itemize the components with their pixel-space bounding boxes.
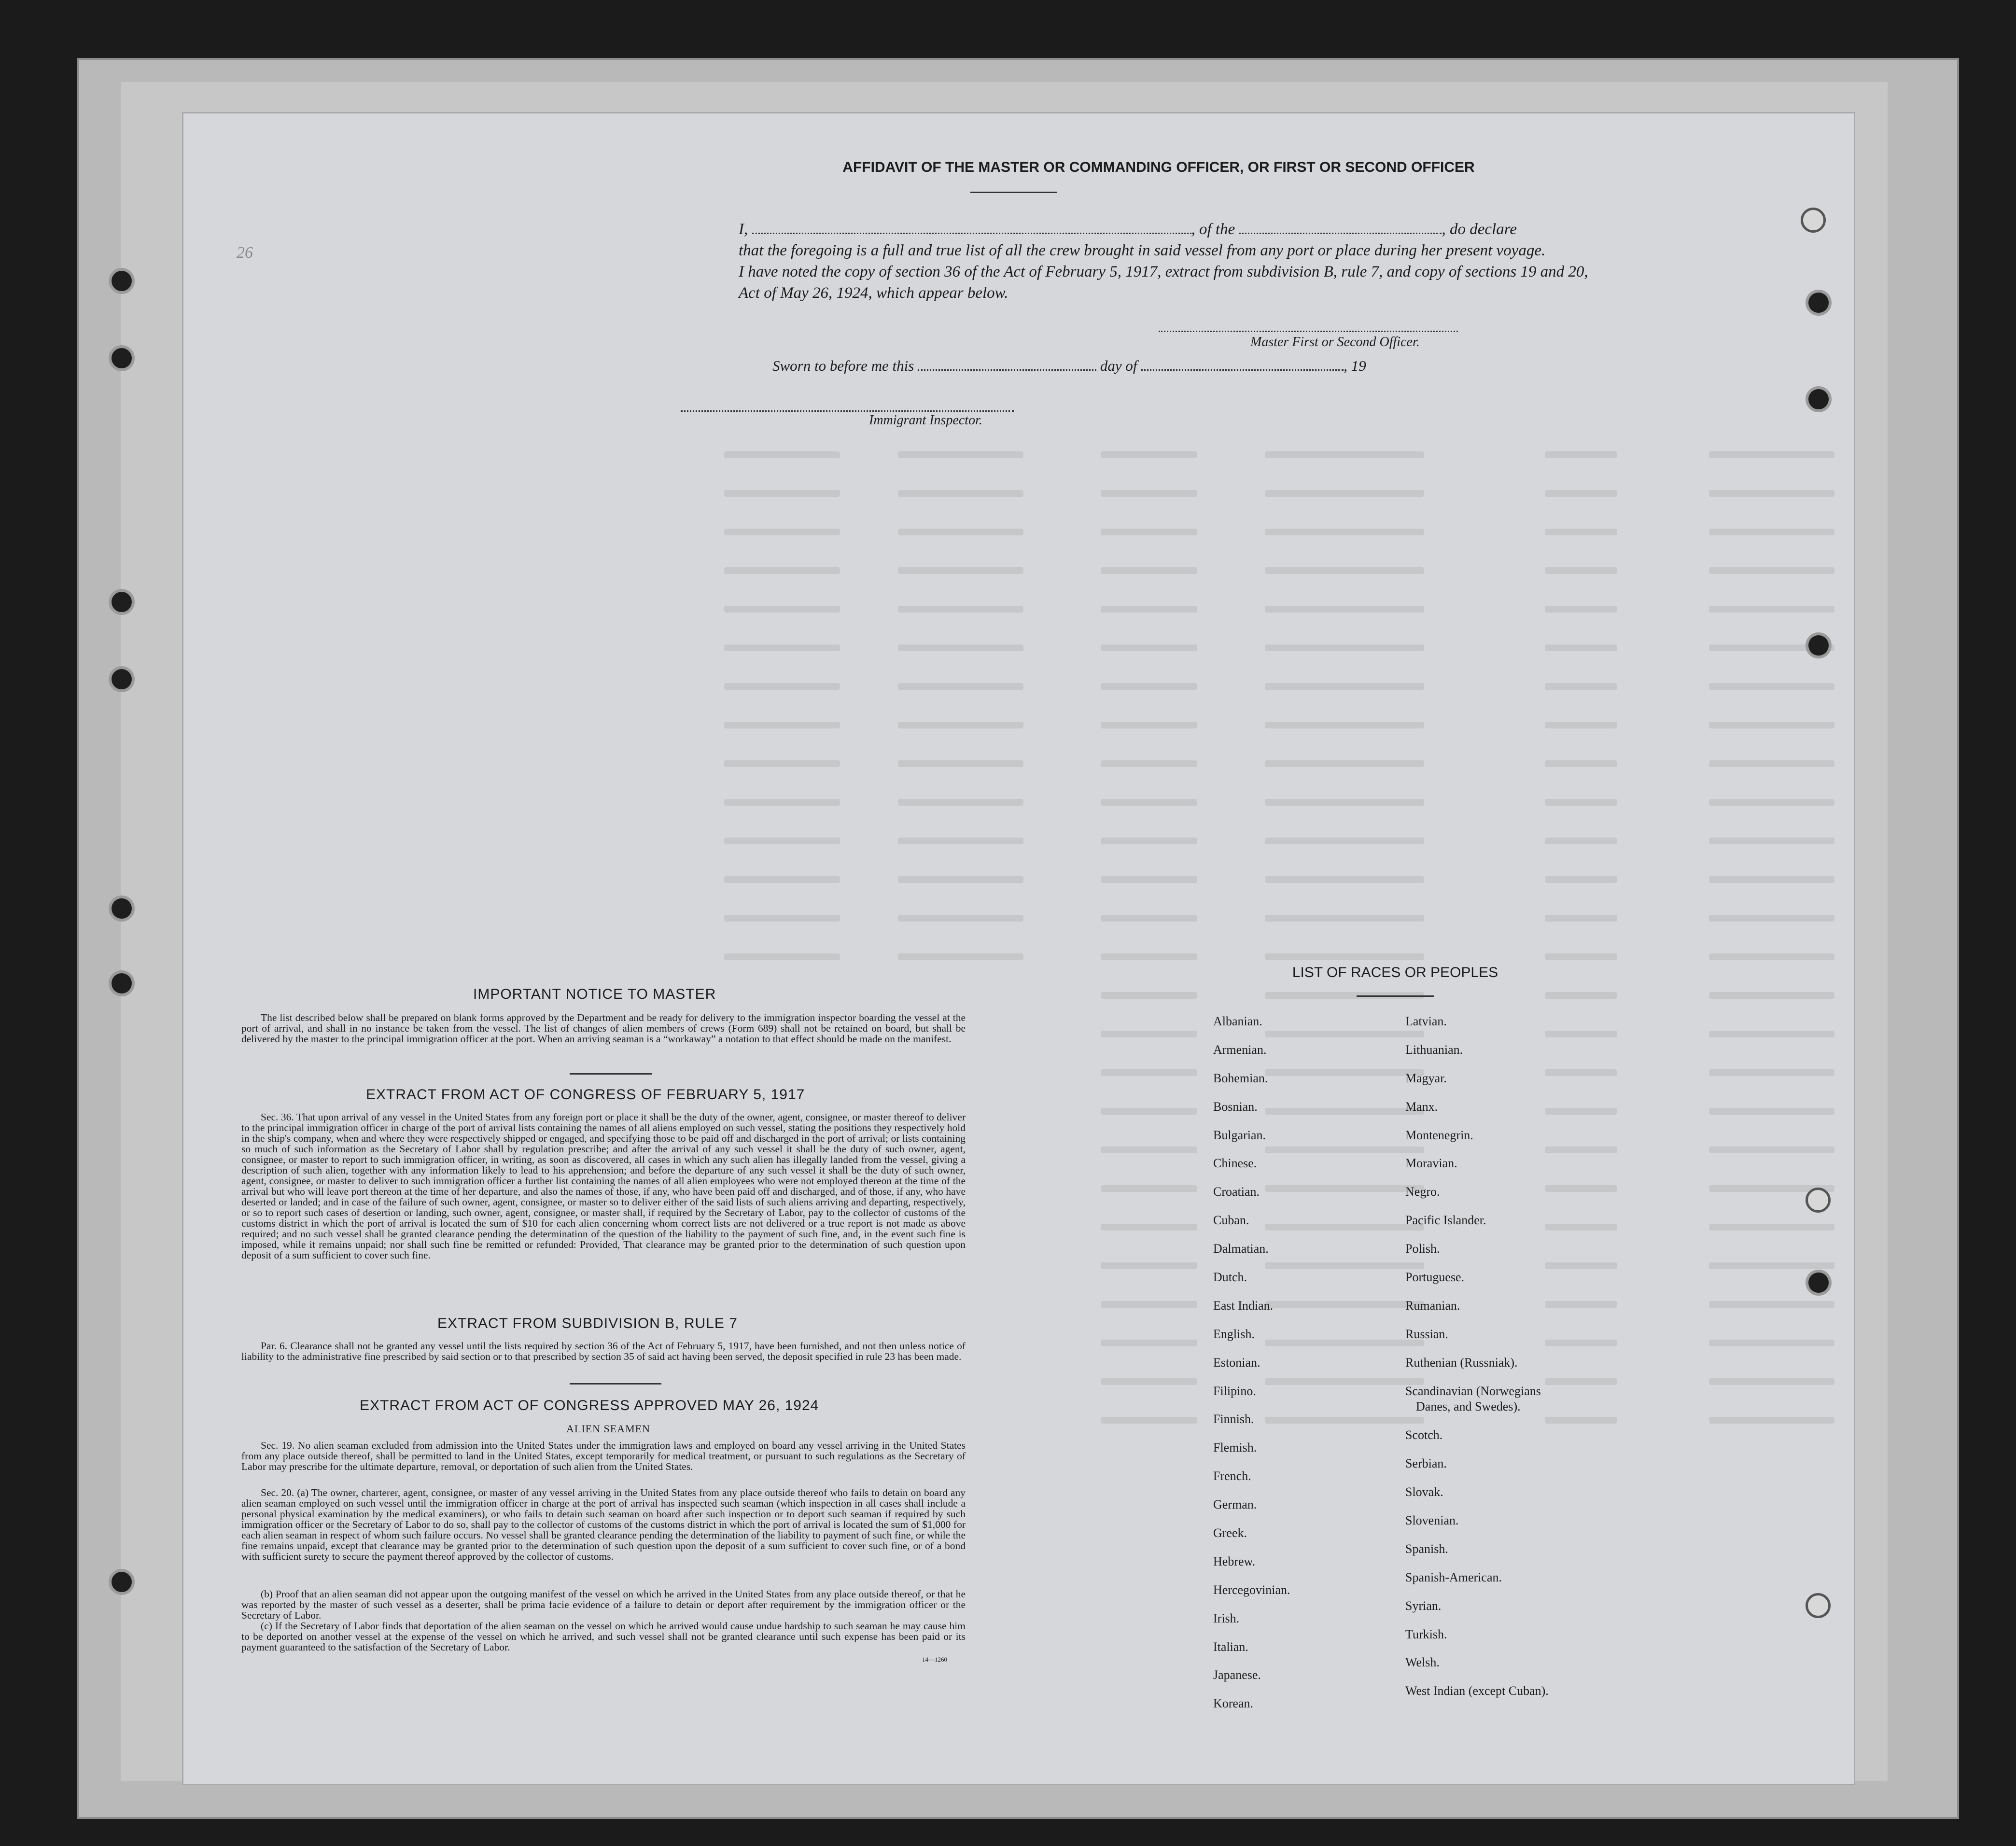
race-item: Bosnian.	[1213, 1099, 1258, 1114]
show-through-text	[1265, 490, 1424, 497]
form-number: 14—1260	[922, 1656, 947, 1663]
show-through-text	[1101, 1224, 1197, 1231]
race-item: Scotch.	[1405, 1428, 1443, 1442]
affidavit-line-3: I have noted the copy of section 36 of the Act of February 5, 1917, extract from subdivision B, rule 7, and copy of sections 19 and 20,	[739, 263, 1588, 280]
show-through-text	[1709, 1340, 1834, 1346]
binder-hole-left-7	[109, 1569, 135, 1595]
race-item: Chinese.	[1213, 1156, 1257, 1171]
race-item: Flemish.	[1213, 1440, 1257, 1455]
show-through-text	[1101, 1301, 1197, 1308]
show-through-text	[724, 451, 840, 458]
show-through-text	[1265, 838, 1424, 844]
show-through-text	[1545, 1340, 1617, 1346]
race-item: Japanese.	[1213, 1668, 1261, 1682]
race-item: Magyar.	[1405, 1071, 1447, 1085]
affidavit-line-1	[739, 221, 1517, 238]
affidavit-line-4: Act of May 26, 1924, which appear below.	[739, 284, 1008, 302]
show-through-text	[1265, 644, 1424, 651]
show-through-text	[1101, 644, 1197, 651]
binder-hole-left-2	[109, 345, 135, 371]
show-through-text	[1101, 915, 1197, 922]
show-through-text	[1265, 606, 1424, 613]
show-through-text	[724, 838, 840, 844]
show-through-text	[898, 490, 1023, 497]
show-through-text	[724, 490, 840, 497]
inspector-signature-line	[681, 410, 1014, 412]
show-through-text	[1709, 953, 1834, 960]
show-through-text	[1101, 760, 1197, 767]
affidavit-title: AFFIDAVIT OF THE MASTER OR COMMANDING OFFICER, OR FIRST OR SECOND OFFICER	[842, 159, 1475, 175]
race-item: Syrian.	[1405, 1598, 1442, 1613]
race-item: Slovak.	[1405, 1485, 1443, 1499]
show-through-text	[1709, 876, 1834, 883]
show-through-text	[724, 799, 840, 806]
notice-title: IMPORTANT NOTICE TO MASTER	[473, 986, 716, 1002]
show-through-text	[1709, 915, 1834, 922]
sworn-label: Sworn to before me this	[772, 357, 914, 374]
show-through-text	[1101, 799, 1197, 806]
show-through-text	[1101, 490, 1197, 497]
race-item: Latvian.	[1405, 1014, 1447, 1028]
show-through-text	[1265, 876, 1424, 883]
race-item: Welsh.	[1405, 1655, 1440, 1670]
affidavit-title-rule	[970, 192, 1057, 193]
show-through-text	[1709, 1301, 1834, 1308]
show-through-text	[724, 567, 840, 574]
race-item: Bohemian.	[1213, 1071, 1268, 1085]
show-through-text	[1101, 1378, 1197, 1385]
race-item: Greek.	[1213, 1526, 1247, 1540]
show-through-text	[898, 606, 1023, 613]
affidavit-line-2: that the foregoing is a full and true list of all the crew brought in said vessel from any port or place during her present voyage.	[739, 242, 1546, 259]
show-through-text	[1101, 1147, 1197, 1153]
race-item: Albanian.	[1213, 1014, 1262, 1028]
binder-hole-right-4	[1806, 632, 1832, 658]
vessel-blank	[1239, 233, 1442, 234]
race-item: Pacific Islander.	[1405, 1213, 1486, 1228]
show-through-text	[1545, 760, 1617, 767]
show-through-text	[1545, 606, 1617, 613]
show-through-text	[898, 722, 1023, 728]
show-through-text	[1265, 953, 1424, 960]
show-through-text	[1101, 953, 1197, 960]
show-through-text	[1545, 529, 1617, 535]
show-through-text	[724, 953, 840, 960]
binder-hole-right-1	[1801, 208, 1826, 233]
race-item: Dutch.	[1213, 1270, 1247, 1285]
show-through-text	[1265, 915, 1424, 922]
show-through-text	[898, 529, 1023, 535]
show-through-text	[1709, 529, 1834, 535]
show-through-text	[1545, 799, 1617, 806]
show-through-text	[1545, 490, 1617, 497]
extract-1924-subtitle: ALIEN SEAMEN	[566, 1423, 650, 1435]
show-through-text	[1709, 1108, 1834, 1115]
binder-hole-right-5	[1806, 1188, 1831, 1213]
show-through-text	[898, 953, 1023, 960]
races-right-column	[1405, 1007, 1549, 1706]
show-through-text	[1709, 1069, 1834, 1076]
show-through-text	[1265, 451, 1424, 458]
extract-1924-title: EXTRACT FROM ACT OF CONGRESS APPROVED MAY 26, 1924	[360, 1398, 819, 1413]
show-through-text	[1709, 567, 1834, 574]
show-through-text	[1265, 760, 1424, 767]
affidavit-do-declare: , do declare	[1442, 221, 1517, 238]
extract-rule7-text: Par. 6. Clearance shall not be granted any vessel until the lists required by section 36 of the Act of February 5, 1917, have been furnished, and not then unless notice of liability to the administrative fine prescribed by said section or to that prescribed by section 35 of said act having been served, the deposit specified in rule 23 has been made.	[241, 1340, 966, 1362]
show-through-text	[1101, 1069, 1197, 1076]
sec20a-text: Sec. 20. (a) The owner, charterer, agent, consignee, or master of any vessel arriving in the United States from any place outside thereof who fails to detain on board any alien seaman employed on such vessel until the immigration officer in charge at the port of arrival has inspected such seaman (which inspection in all cases shall include a personal physical examination by the medical examiners), or who fails to detain such seaman on board after such inspection or to deport such seaman if required by such immigration officer or the Secretary of Labor to do so, shall pay to the collector of customs of the customs district in which the port of arrival is located the sum of $1,000 for each alien seaman in respect of whom such failure occurs. No vessel shall be granted clearance pending the determination of the liability to payment of such fine, or while the fine remains unpaid, except that clearance may be granted prior to the determination of such question upon the deposit of a sum sufficient to cover such fine, or of a bond with sufficient surety to secure the payment thereof approved by the collector of customs.	[241, 1487, 966, 1562]
show-through-text	[1545, 1417, 1617, 1424]
show-through-text	[1545, 953, 1617, 960]
show-through-text	[898, 567, 1023, 574]
binder-hole-left-1	[109, 268, 135, 294]
show-through-text	[1545, 722, 1617, 728]
show-through-text	[1265, 683, 1424, 690]
show-through-text	[898, 451, 1023, 458]
race-item: Bulgarian.	[1213, 1128, 1266, 1142]
race-item: Dalmatian.	[1213, 1242, 1269, 1256]
show-through-text	[1101, 451, 1197, 458]
show-through-text	[724, 529, 840, 535]
show-through-text	[1709, 1378, 1834, 1385]
show-through-text	[898, 838, 1023, 844]
race-item: Portuguese.	[1405, 1270, 1465, 1285]
notice-rule	[570, 1073, 652, 1075]
show-through-text	[1709, 1224, 1834, 1231]
races-left-column	[1213, 1007, 1290, 1718]
show-through-text	[1101, 992, 1197, 999]
races-title-rule	[1357, 995, 1434, 997]
sec19-text: Sec. 19. No alien seaman excluded from admission into the United States under the immigration laws and employed on board any vessel arriving in the United States from any place outside thereof, shall be permitted to land in the United States, except temporarily for medical treatment, or pursuant to such regulations as the Secretary of Labor may prescribe for the ultimate departure, removal, or deportation of such alien from the United States.	[241, 1440, 966, 1472]
show-through-text	[898, 876, 1023, 883]
race-item: Italian.	[1213, 1639, 1248, 1654]
show-through-text	[1101, 876, 1197, 883]
show-through-text	[1545, 1031, 1617, 1037]
race-item: Korean.	[1213, 1696, 1254, 1711]
show-through-text	[1101, 567, 1197, 574]
show-through-text	[724, 644, 840, 651]
race-item: Serbian.	[1405, 1456, 1447, 1471]
race-item: Hebrew.	[1213, 1554, 1256, 1568]
race-item: Cuban.	[1213, 1213, 1249, 1228]
margin-number: 26	[237, 244, 253, 262]
notice-text: The list described below shall be prepared on blank forms approved by the Department and be ready for delivery to the immigration inspector boarding the vessel at the port of arrival, and shall in no instance be taken from the vessel. The list of changes of alien members of crews (Form 689) shall not be retained on board, but shall be delivered by the master to the principal immigration officer at the port. When an arriving seaman is a “workaway” a notation to that effect should be made on the manifest.	[241, 1012, 966, 1045]
show-through-text	[1545, 644, 1617, 651]
show-through-text	[1709, 799, 1834, 806]
show-through-text	[1709, 722, 1834, 728]
binder-hole-right-3	[1806, 386, 1832, 412]
sworn-month-blank	[1141, 369, 1344, 371]
race-item: Polish.	[1405, 1242, 1440, 1256]
race-item: Negro.	[1405, 1185, 1440, 1199]
extract-rule7-title: EXTRACT FROM SUBDIVISION B, RULE 7	[437, 1315, 738, 1331]
race-item: Hercegovinian.	[1213, 1582, 1290, 1597]
race-item: English.	[1213, 1327, 1255, 1341]
show-through-text	[1545, 567, 1617, 574]
race-item: Manx.	[1405, 1099, 1438, 1114]
binder-hole-right-2	[1806, 290, 1832, 316]
show-through-text	[1709, 992, 1834, 999]
inspector-label: Immigrant Inspector.	[869, 413, 982, 428]
show-through-text	[1709, 451, 1834, 458]
affidavit-of-the: , of the	[1191, 221, 1235, 238]
master-signature-label: Master First or Second Officer.	[1250, 335, 1420, 350]
show-through-text	[1709, 1031, 1834, 1037]
races-title: LIST OF RACES OR PEOPLES	[1292, 965, 1498, 980]
show-through-text	[1101, 1262, 1197, 1269]
race-item: Danes, and Swedes).	[1416, 1399, 1521, 1414]
show-through-text	[1265, 567, 1424, 574]
race-item: Finnish.	[1213, 1412, 1254, 1426]
race-item: Turkish.	[1405, 1627, 1447, 1641]
show-through-text	[1265, 722, 1424, 728]
show-through-text	[1265, 799, 1424, 806]
master-signature-line	[1159, 331, 1458, 332]
show-through-text	[1545, 1262, 1617, 1269]
race-item: Slovenian.	[1405, 1513, 1459, 1528]
race-item: Spanish-American.	[1405, 1570, 1502, 1584]
show-through-text	[1709, 606, 1834, 613]
show-through-text	[898, 915, 1023, 922]
show-through-text	[898, 760, 1023, 767]
show-through-text	[1101, 1185, 1197, 1192]
show-through-text	[1545, 451, 1617, 458]
show-through-text	[898, 644, 1023, 651]
rule7-rule	[570, 1383, 661, 1384]
binder-hole-left-6	[109, 970, 135, 996]
show-through-text	[1709, 1262, 1834, 1269]
sworn-year: , 19	[1344, 357, 1366, 374]
race-item: Russian.	[1405, 1327, 1448, 1341]
show-through-text	[898, 799, 1023, 806]
race-item: Croatian.	[1213, 1185, 1260, 1199]
show-through-text	[898, 683, 1023, 690]
show-through-text	[1545, 876, 1617, 883]
sworn-day-blank	[918, 369, 1096, 371]
show-through-text	[1545, 915, 1617, 922]
sec20b-text: (b) Proof that an alien seaman did not appear upon the outgoing manifest of the vessel on which he arrived in the United States from any place outside thereof, or that he was reported by the master of such vessel as a deserter, shall be prima facie evidence of a failure to detain or deport after requirement by the immigration officer or the Secretary of Labor.	[241, 1588, 966, 1621]
show-through-text	[1101, 683, 1197, 690]
race-item: West Indian (except Cuban).	[1405, 1684, 1549, 1698]
race-item: Spanish.	[1405, 1541, 1448, 1556]
show-through-text	[1101, 838, 1197, 844]
show-through-text	[1265, 529, 1424, 535]
show-through-text	[1545, 838, 1617, 844]
sworn-line	[772, 357, 1366, 375]
show-through-text	[724, 606, 840, 613]
sworn-day-of: day of	[1100, 357, 1137, 374]
race-item: Rumanian.	[1405, 1298, 1460, 1313]
race-item: Estonian.	[1213, 1355, 1260, 1370]
affidavit-i: I,	[739, 221, 748, 238]
show-through-text	[1545, 1147, 1617, 1153]
binder-hole-right-7	[1806, 1593, 1831, 1618]
binder-hole-left-5	[109, 895, 135, 922]
race-item: Lithuanian.	[1405, 1042, 1463, 1057]
show-through-text	[1709, 683, 1834, 690]
race-item: Ruthenian (Russniak).	[1405, 1355, 1518, 1370]
show-through-text	[1101, 1108, 1197, 1115]
show-through-text	[1101, 606, 1197, 613]
show-through-text	[1545, 992, 1617, 999]
race-item: Montenegrin.	[1405, 1128, 1473, 1142]
race-item: Irish.	[1213, 1611, 1240, 1625]
name-blank	[752, 233, 1191, 234]
extract-1917-text: Sec. 36. That upon arrival of any vessel in the United States from any foreign port or place it shall be the duty of the owner, agent, consignee, or master thereof to deliver to the principal immigration officer in charge of the port of arrival lists containing the names of all aliens employed on such vessel, stating the positions they respectively hold in the ship's company, when and where they were respectively shipped or engaged, and specifying those to be paid off and discharged in the port of arrival; or lists containing so much of such information as the Secretary of Labor shall by regulation prescribe; and after the arrival of any such vessel it shall be the duty of such owner, agent, consignee, or master to report to such immigration officer, in writing, as soon as discovered, all cases in which any such alien has illegally landed from the vessel, giving a description of such alien, together with any information likely to lead to his apprehension; and before the departure of any such vessel it shall be the duty of such owner, agent, consignee, or master to deliver to such immigration officer a further list containing the names of all alien employees who were not employed thereon at the time of the arrival but who will leave port thereon at the time of her departure, and also the names of those, if any, who have been paid off and discharged, and of those, if any, who have deserted or landed; and in case of the failure of such owner, agent, consignee, or master so to deliver either of the said lists of such aliens arriving and departing, respectively, or so to report such cases of desertion or landing, such owner, agent, consignee, or master shall, if required by the Secretary of Labor, pay to the collector of customs of the customs district in which the port of arrival is located the sum of $10 for each alien concerning whom correct lists are not delivered or a true report is not made as above required; and no such vessel shall be granted clearance pending the determination of the question of the liability to the payment of such fine, and, in the event such fine is imposed, while it remains unpaid; nor shall such fine be remitted or refunded: Provided, That clearance may be granted prior to the determination of such question upon deposit of a sum sufficient to cover such fine.	[241, 1111, 966, 1261]
race-item: Scandinavian (Norwegians	[1405, 1384, 1541, 1398]
show-through-text	[1545, 1224, 1617, 1231]
show-through-text	[1545, 1301, 1617, 1308]
show-through-text	[724, 915, 840, 922]
race-item: French.	[1213, 1469, 1251, 1483]
show-through-text	[1101, 1340, 1197, 1346]
race-item: Moravian.	[1405, 1156, 1457, 1171]
show-through-text	[1709, 1147, 1834, 1153]
show-through-text	[1709, 490, 1834, 497]
show-through-text	[1545, 1108, 1617, 1115]
show-through-text	[1101, 1031, 1197, 1037]
race-item: East Indian.	[1213, 1298, 1274, 1313]
show-through-text	[1101, 1417, 1197, 1424]
show-through-text	[1545, 683, 1617, 690]
show-through-text	[1101, 529, 1197, 535]
document-page	[183, 113, 1854, 1784]
show-through-text	[724, 683, 840, 690]
binder-hole-right-6	[1806, 1270, 1832, 1296]
show-through-text	[1709, 760, 1834, 767]
race-item: Armenian.	[1213, 1042, 1267, 1057]
race-item: German.	[1213, 1497, 1257, 1512]
sec20c-text: (c) If the Secretary of Labor finds that deportation of the alien seaman on the vessel on which he arrived would cause undue hardship to such seaman he may cause him to be deported on another vessel at the expense of the vessel on which he arrived, and such vessel shall not be granted clearance until such expense has been paid or its payment guaranteed to the satisfaction of the Secretary of Labor.	[241, 1620, 966, 1653]
show-through-text	[724, 876, 840, 883]
show-through-text	[1709, 1417, 1834, 1424]
binder-hole-left-3	[109, 589, 135, 615]
show-through-text	[1709, 838, 1834, 844]
show-through-text	[1545, 1069, 1617, 1076]
extract-1917-title: EXTRACT FROM ACT OF CONGRESS OF FEBRUARY 5, 1917	[366, 1087, 805, 1103]
binder-hole-left-4	[109, 666, 135, 692]
show-through-text	[724, 722, 840, 728]
show-through-text	[724, 760, 840, 767]
show-through-text	[1545, 1378, 1617, 1385]
race-item: Filipino.	[1213, 1384, 1256, 1398]
show-through-text	[1101, 722, 1197, 728]
show-through-text	[1545, 1185, 1617, 1192]
